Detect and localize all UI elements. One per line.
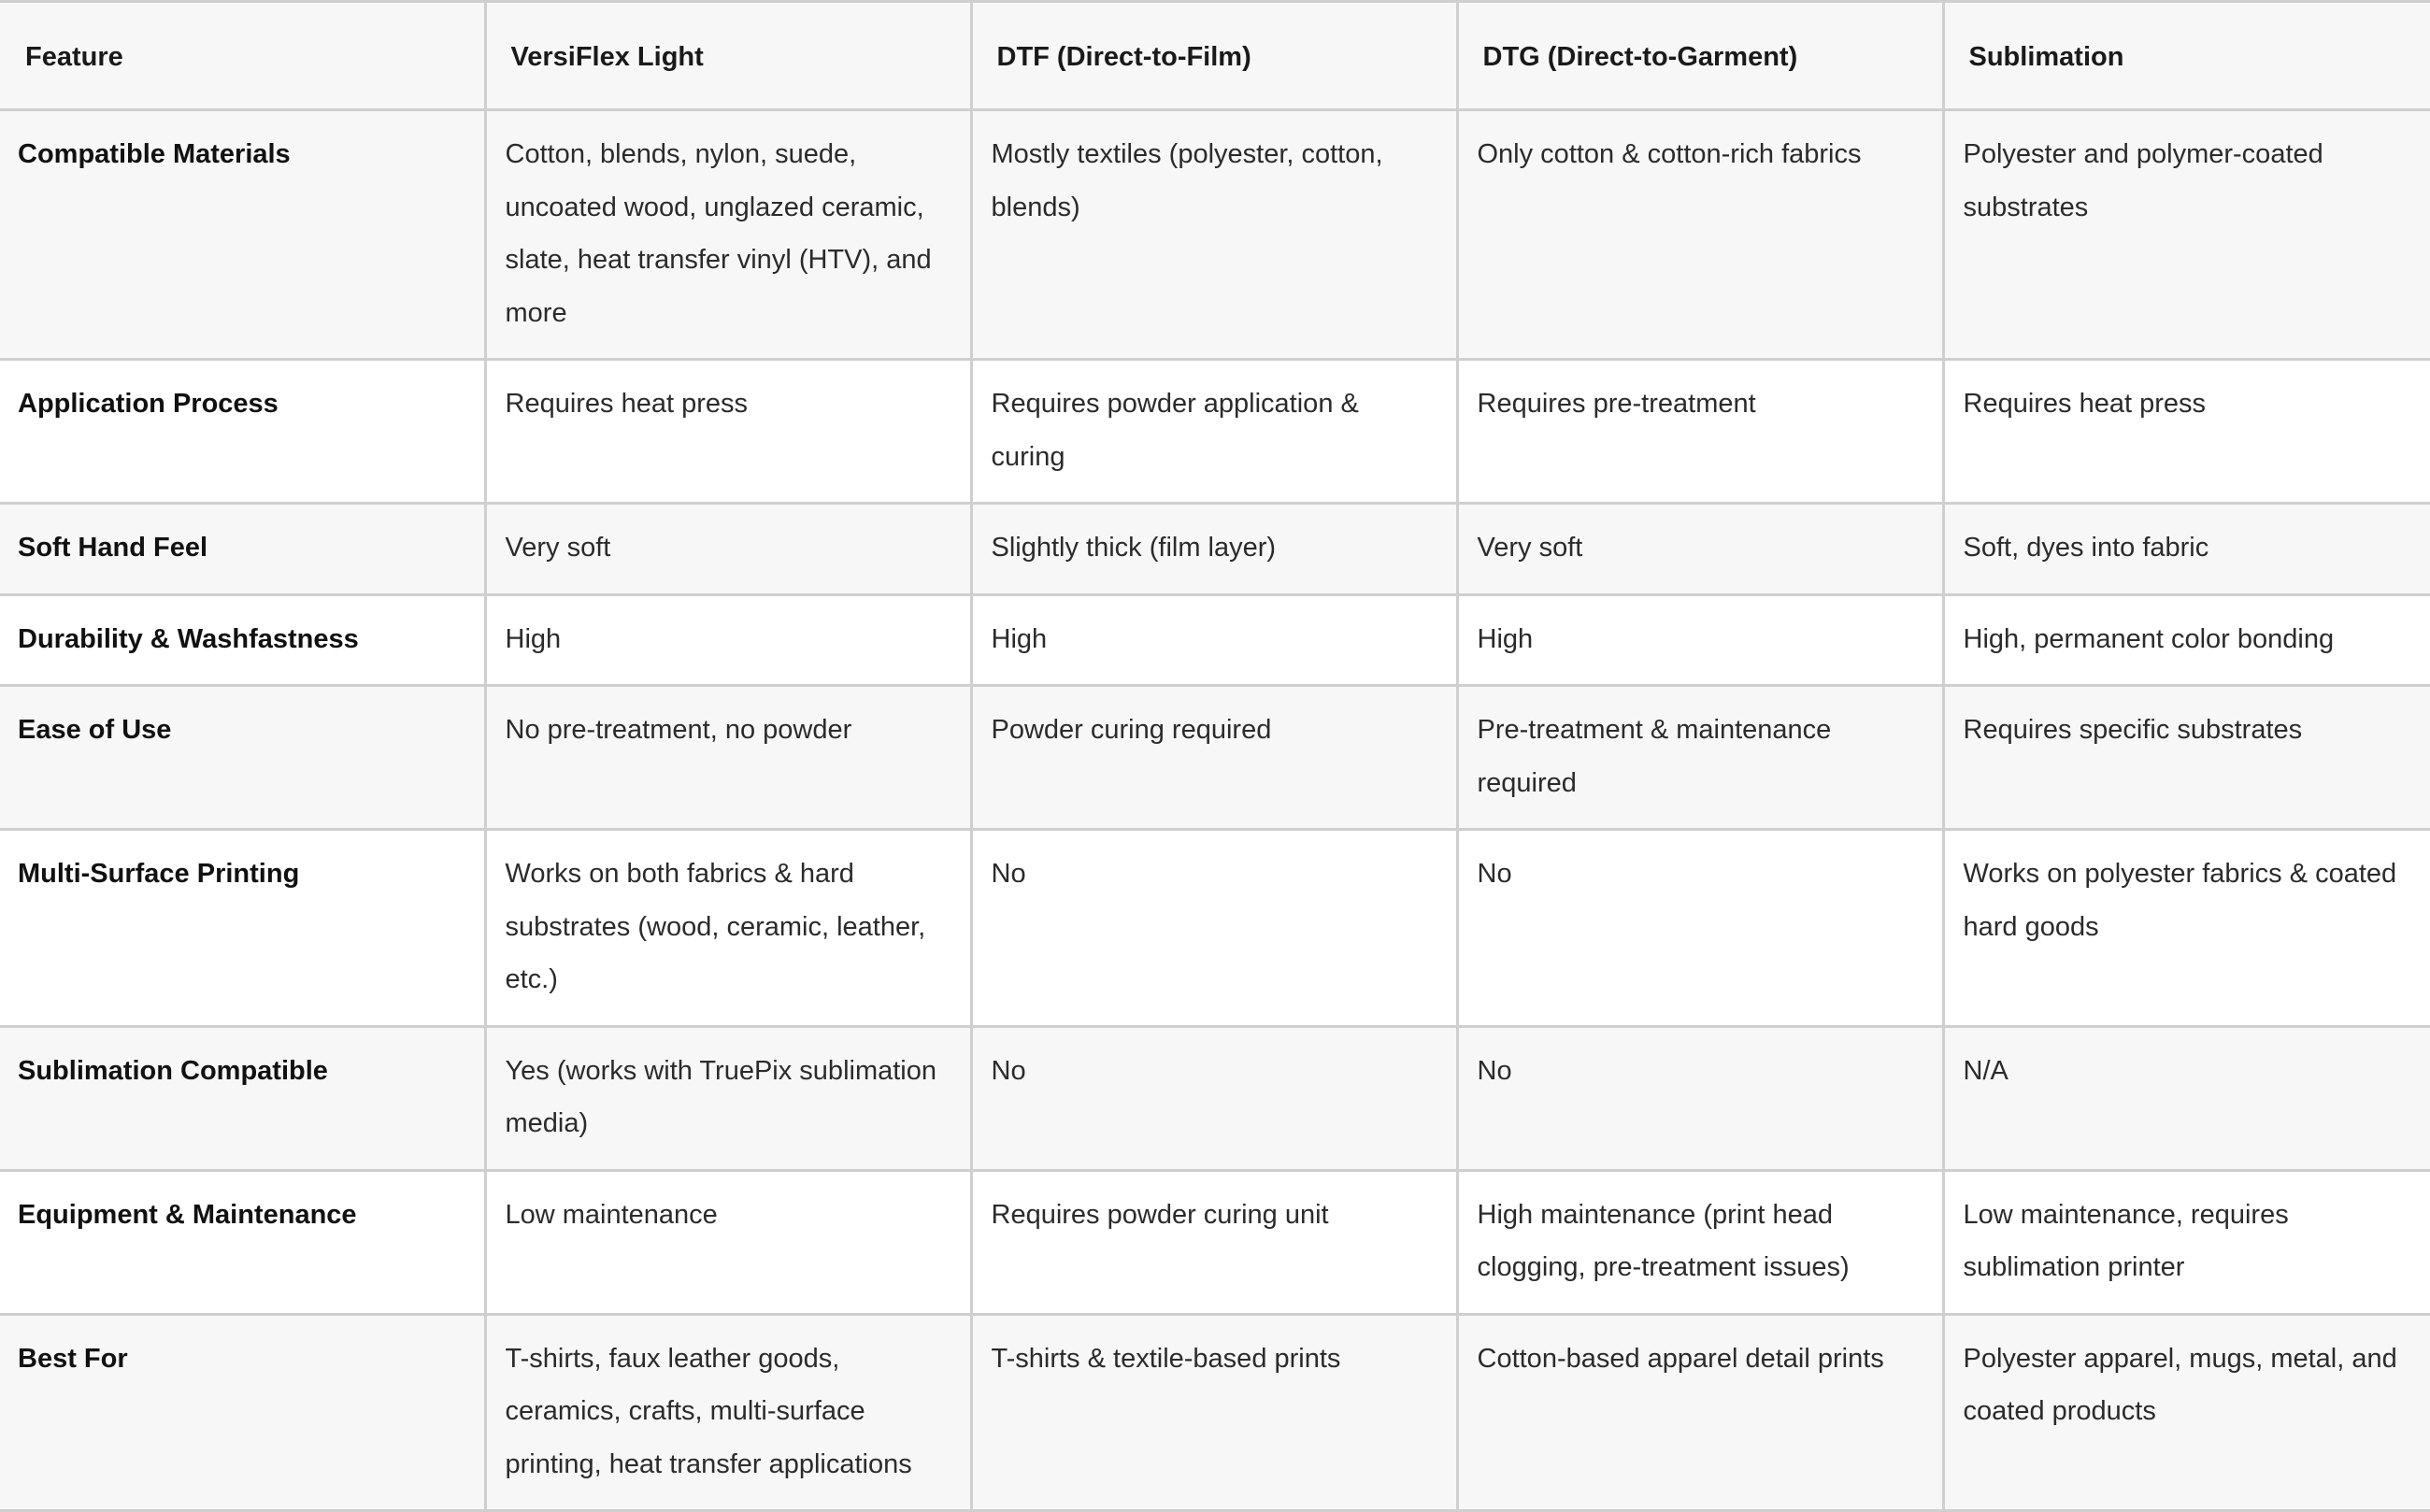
table-cell	[1457, 830, 1943, 1027]
cell-text: No	[991, 1055, 1026, 1086]
cell-text: Only cotton & cotton-rich fabrics	[1477, 139, 1862, 169]
table-row	[0, 110, 2430, 360]
cell-text: Works on both fabrics & hard substrates (wood, ceramic, leather, etc.)	[505, 859, 926, 994]
cell-text: Requires heat press	[505, 389, 749, 419]
header-feature: Feature	[0, 2, 485, 110]
cell-text: High	[991, 623, 1048, 654]
cell-text: Very soft	[1477, 533, 1583, 563]
table-cell	[485, 1170, 971, 1314]
feature-label: Best For	[18, 1343, 128, 1374]
cell-text: Mostly textiles (polyester, cotton, blends)	[991, 139, 1383, 222]
table-cell	[485, 504, 971, 595]
header-row	[0, 2, 2430, 110]
table-row	[0, 594, 2430, 686]
table-header	[0, 2, 2430, 110]
cell-text: No	[1477, 1055, 1512, 1086]
cell-text: Soft, dyes into fabric	[1963, 533, 2209, 563]
cell-text: T-shirts, faux leather goods, ceramics, crafts, multi-surface printing, heat transfer applications	[505, 1343, 912, 1479]
cell-text: No	[1477, 859, 1512, 889]
feature-cell	[0, 504, 485, 595]
table-cell	[971, 1170, 1457, 1314]
cell-text: Low maintenance, requires sublimation printer	[1963, 1199, 2289, 1282]
cell-text: Pre-treatment & maintenance required	[1477, 715, 1832, 798]
cell-text: Low maintenance	[505, 1199, 718, 1230]
table-cell	[485, 830, 971, 1027]
table-cell	[1457, 504, 1943, 595]
cell-text: Polyester apparel, mugs, metal, and coated products	[1963, 1343, 2397, 1426]
table-row	[0, 504, 2430, 595]
cell-text: No	[991, 859, 1026, 889]
table-cell	[1943, 594, 2430, 686]
feature-cell	[0, 1314, 485, 1511]
table-cell	[485, 686, 971, 830]
table-cell	[1943, 1170, 2430, 1314]
cell-text: High maintenance (print head clogging, pre-treatment issues)	[1477, 1199, 1850, 1282]
table-cell	[1457, 686, 1943, 830]
cell-text: Works on polyester fabrics & coated hard goods	[1963, 859, 2397, 942]
cell-text: Cotton-based apparel detail prints	[1477, 1343, 1884, 1374]
table-cell	[485, 110, 971, 360]
table-cell	[971, 686, 1457, 830]
table-row	[0, 1314, 2430, 1511]
table-cell	[971, 110, 1457, 360]
feature-cell	[0, 830, 485, 1027]
table-body	[0, 110, 2430, 1511]
table-cell	[1943, 1026, 2430, 1170]
table-row	[0, 360, 2430, 504]
cell-text: Yes (works with TruePix sublimation media)	[505, 1055, 936, 1138]
feature-label: Application Process	[18, 389, 279, 419]
table-cell	[1943, 110, 2430, 360]
cell-text: Requires specific substrates	[1963, 715, 2303, 745]
table-cell	[1457, 1026, 1943, 1170]
feature-cell	[0, 1026, 485, 1170]
table-cell	[1457, 1170, 1943, 1314]
cell-text: Powder curing required	[991, 715, 1272, 745]
table-row	[0, 1026, 2430, 1170]
feature-label: Sublimation Compatible	[18, 1055, 328, 1086]
header-dtg: DTG (Direct-to-Garment)	[1457, 2, 1943, 110]
cell-text: N/A	[1963, 1055, 2008, 1086]
table-cell	[971, 594, 1457, 686]
table-cell	[971, 1314, 1457, 1511]
feature-cell	[0, 360, 485, 504]
cell-text: High, permanent color bonding	[1963, 623, 2335, 654]
header-dtf: DTF (Direct-to-Film)	[971, 2, 1457, 110]
cell-text: Requires pre-treatment	[1477, 389, 1756, 419]
cell-text: No pre-treatment, no powder	[505, 715, 852, 745]
cell-text: Very soft	[505, 533, 611, 563]
table-cell	[485, 594, 971, 686]
cell-text: Requires heat press	[1963, 389, 2207, 419]
table-cell	[1457, 110, 1943, 360]
table-cell	[485, 1314, 971, 1511]
feature-cell	[0, 110, 485, 360]
cell-text: High	[1477, 623, 1534, 654]
header-sublimation: Sublimation	[1943, 2, 2430, 110]
table-cell	[1943, 360, 2430, 504]
table-row	[0, 686, 2430, 830]
feature-cell	[0, 594, 485, 686]
table-cell	[1457, 1314, 1943, 1511]
table-cell	[1943, 830, 2430, 1027]
feature-label: Compatible Materials	[18, 139, 291, 169]
table-cell	[1943, 504, 2430, 595]
cell-text: Requires powder application & curing	[991, 389, 1359, 472]
table-cell	[485, 360, 971, 504]
table-cell	[1943, 686, 2430, 830]
table-cell	[1943, 1314, 2430, 1511]
feature-cell	[0, 686, 485, 830]
feature-label: Soft Hand Feel	[18, 533, 208, 563]
feature-label: Equipment & Maintenance	[18, 1199, 357, 1230]
table-row	[0, 830, 2430, 1027]
table-cell	[485, 1026, 971, 1170]
header-versiflex-light: VersiFlex Light	[485, 2, 971, 110]
feature-cell	[0, 1170, 485, 1314]
cell-text: Cotton, blends, nylon, suede, uncoated wood, unglazed ceramic, slate, heat transfer vinyl (HTV), and more	[505, 139, 932, 328]
table-cell	[1457, 360, 1943, 504]
cell-text: High	[505, 623, 562, 654]
table-cell	[1457, 594, 1943, 686]
feature-label: Durability & Washfastness	[18, 623, 359, 654]
table-cell	[971, 830, 1457, 1027]
table-cell	[971, 360, 1457, 504]
cell-text: Slightly thick (film layer)	[991, 533, 1277, 563]
feature-label: Multi-Surface Printing	[18, 859, 300, 889]
table-cell	[971, 504, 1457, 595]
table-row	[0, 1170, 2430, 1314]
cell-text: Polyester and polymer-coated substrates	[1963, 139, 2323, 222]
table-cell	[971, 1026, 1457, 1170]
cell-text: T-shirts & textile-based prints	[991, 1343, 1341, 1374]
cell-text: Requires powder curing unit	[991, 1199, 1329, 1230]
feature-label: Ease of Use	[18, 715, 172, 745]
